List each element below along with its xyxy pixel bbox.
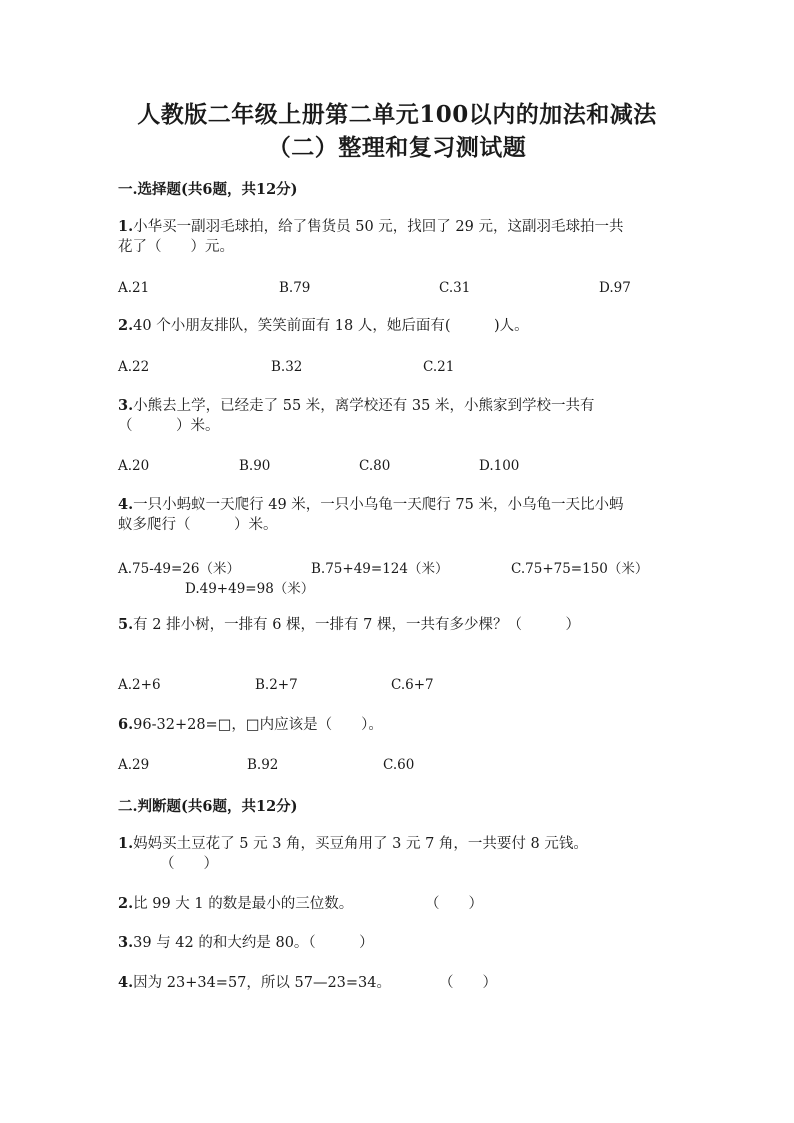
option-c: C.31 bbox=[439, 280, 471, 296]
question-number: 4. bbox=[118, 496, 134, 513]
question-text: 小华买一副羽毛球拍，给了售货员 50 元，找回了 29 元，这副羽毛球拍一共 bbox=[133, 219, 624, 235]
option-a: A.75-49=26（米） bbox=[118, 561, 240, 577]
question-1 bbox=[118, 217, 623, 237]
question-1-line-2: 花了（ ）元。 bbox=[118, 239, 234, 255]
answer-blank: （ ） bbox=[160, 856, 218, 872]
answer-blank: （ ） bbox=[425, 896, 483, 912]
option-c: C.60 bbox=[383, 757, 415, 773]
judge-question-2 bbox=[118, 894, 353, 914]
section-heading-choice: 一.选择题(共6题，共12分) bbox=[118, 181, 298, 198]
question-text: 40 个小朋友排队，笑笑前面有 18 人，她后面有( )人。 bbox=[133, 318, 529, 334]
judge-question-3 bbox=[118, 933, 374, 953]
question-text: 妈妈买土豆花了 5 元 3 角，买豆角用了 3 元 7 角，一共要付 8 元钱。 bbox=[133, 836, 588, 852]
question-number: 3. bbox=[118, 934, 134, 951]
page-title-line-2: （二）整理和复习测试题 bbox=[267, 134, 527, 161]
option-b: B.32 bbox=[271, 359, 303, 375]
answer-blank: （ ） bbox=[439, 975, 497, 991]
option-c: C.6+7 bbox=[391, 677, 434, 693]
question-text: 比 99 大 1 的数是最小的三位数。 bbox=[133, 896, 354, 912]
section-heading-judge: 二.判断题(共6题，共12分) bbox=[118, 798, 298, 815]
question-number: 6. bbox=[118, 716, 134, 733]
question-2 bbox=[118, 316, 529, 336]
page-title-line-1: 人教版二年级上册第二单元100以内的加法和减法 bbox=[137, 101, 657, 128]
option-b: B.79 bbox=[279, 280, 311, 296]
question-number: 2. bbox=[118, 317, 134, 334]
option-b: B.75+49=124（米） bbox=[311, 561, 449, 577]
question-text: 有 2 排小树，一排有 6 棵，一排有 7 棵，一共有多少棵？（ ） bbox=[133, 617, 580, 633]
question-number: 5. bbox=[118, 616, 134, 633]
option-a: A.21 bbox=[118, 280, 150, 296]
question-text: 一只小蚂蚁一天爬行 49 米，一只小乌龟一天爬行 75 米，小乌龟一天比小蚂 bbox=[133, 497, 624, 513]
option-b: B.90 bbox=[239, 458, 271, 474]
option-c: C.80 bbox=[359, 458, 391, 474]
question-number: 1. bbox=[118, 835, 134, 852]
question-4-line-2: 蚁多爬行（ ）米。 bbox=[118, 517, 278, 533]
option-d: D.49+49=98（米） bbox=[185, 581, 315, 597]
question-3-line-2: （ ）米。 bbox=[118, 418, 220, 434]
option-b: B.2+7 bbox=[255, 677, 298, 693]
question-number: 1. bbox=[118, 218, 134, 235]
question-number: 4. bbox=[118, 974, 134, 991]
option-a: A.2+6 bbox=[118, 677, 161, 693]
question-text: 因为 23+34=57，所以 57—23=34。 bbox=[133, 975, 392, 991]
judge-question-1 bbox=[118, 834, 588, 854]
question-number: 2. bbox=[118, 895, 134, 912]
question-5 bbox=[118, 615, 580, 635]
option-c: C.21 bbox=[423, 359, 455, 375]
judge-question-4 bbox=[118, 973, 391, 993]
option-a: A.20 bbox=[118, 458, 150, 474]
question-4 bbox=[118, 495, 623, 515]
question-text: 96-32+28=□，□内应该是（ ）。 bbox=[133, 717, 383, 733]
option-a: A.29 bbox=[118, 757, 150, 773]
question-number: 3. bbox=[118, 397, 134, 414]
option-a: A.22 bbox=[118, 359, 150, 375]
question-6 bbox=[118, 715, 383, 735]
option-d: D.97 bbox=[599, 280, 631, 296]
option-d: D.100 bbox=[479, 458, 520, 474]
question-text: 小熊去上学，已经走了 55 米，离学校还有 35 米，小熊家到学校一共有 bbox=[133, 398, 595, 414]
option-b: B.92 bbox=[247, 757, 279, 773]
option-c: C.75+75=150（米） bbox=[511, 561, 649, 577]
question-3 bbox=[118, 396, 594, 416]
question-text: 39 与 42 的和大约是 80。（ ） bbox=[133, 935, 374, 951]
